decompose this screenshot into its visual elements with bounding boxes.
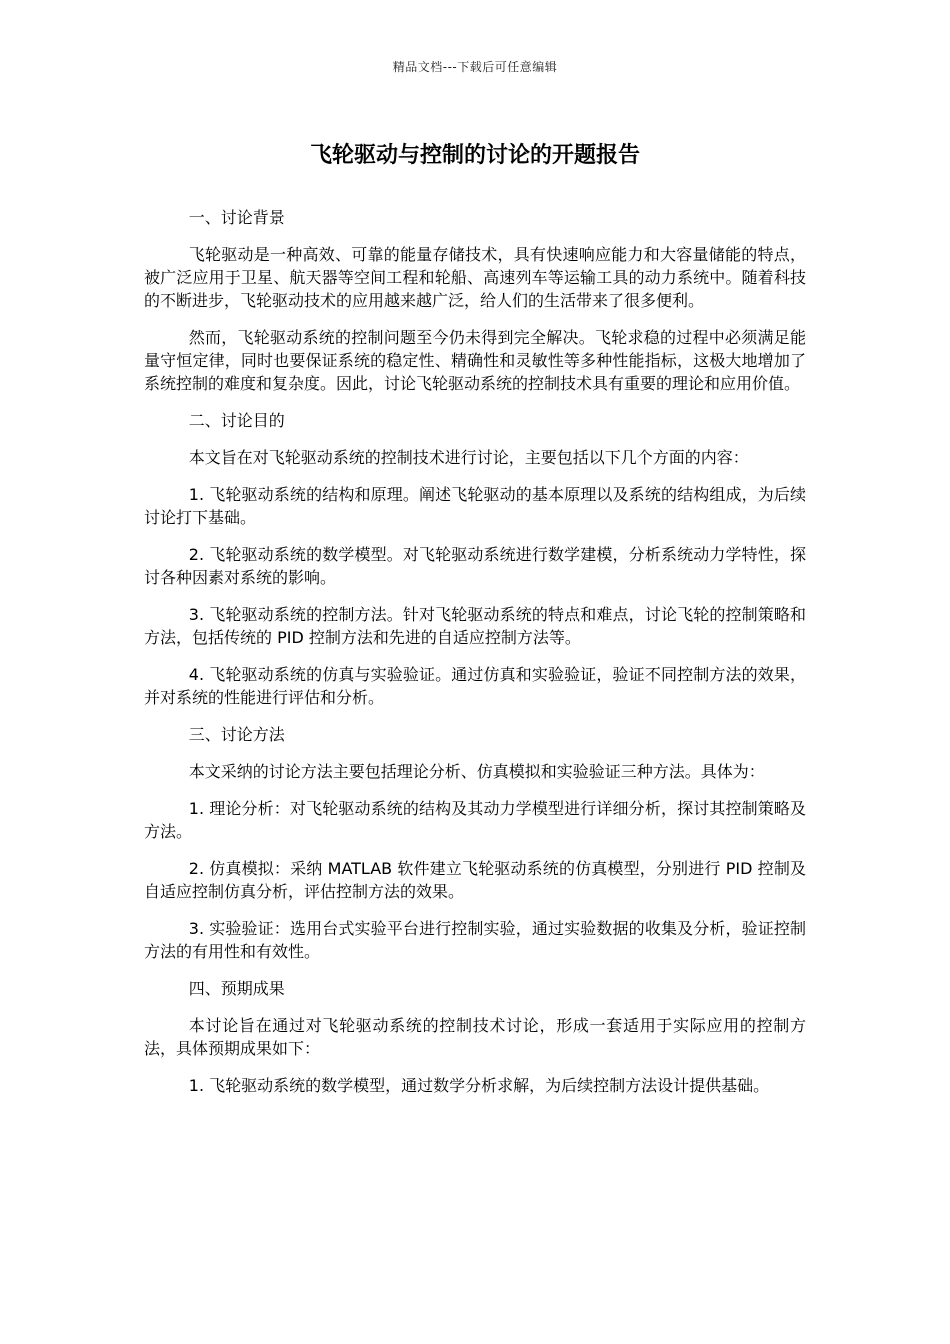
list-item: 3. 飞轮驱动系统的控制方法。针对飞轮驱动系统的特点和难点，讨论飞轮的控制策略和方法，包括传统的 PID 控制方法和先进的自适应控制方法等。 xyxy=(144,605,806,647)
section-heading-outcomes: 四、预期成果 xyxy=(188,979,285,998)
list-item: 1. 理论分析：对飞轮驱动系统的结构及其动力学模型进行详细分析，探讨其控制策略及方法。 xyxy=(144,799,806,841)
list-item: 1. 飞轮驱动系统的结构和原理。阐述飞轮驱动的基本原理以及系统的结构组成，为后续讨论打下基础。 xyxy=(144,485,806,527)
section-heading-method: 三、讨论方法 xyxy=(188,725,285,744)
paragraph: 本文采纳的讨论方法主要包括理论分析、仿真模拟和实验验证三种方法。具体为： xyxy=(188,762,765,781)
list-item: 1. 飞轮驱动系统的数学模型，通过数学分析求解，为后续控制方法设计提供基础。 xyxy=(188,1076,770,1095)
list-item: 4. 飞轮驱动系统的仿真与实验验证。通过仿真和实验验证，验证不同控制方法的效果，并对系统的性能进行评估和分析。 xyxy=(144,665,806,707)
page-header: 精品文档---下载后可任意编辑 xyxy=(392,60,558,74)
list-item: 2. 仿真模拟：采纳 MATLAB 软件建立飞轮驱动系统的仿真模型，分别进行 PID 控制及自适应控制仿真分析，评估控制方法的效果。 xyxy=(144,859,806,901)
list-item: 3. 实验验证：选用台式实验平台进行控制实验，通过实验数据的收集及分析，验证控制方法的有用性和有效性。 xyxy=(144,919,806,961)
list-item: 2. 飞轮驱动系统的数学模型。对飞轮驱动系统进行数学建模，分析系统动力学特性，探讨各种因素对系统的影响。 xyxy=(144,545,806,587)
paragraph: 本文旨在对飞轮驱动系统的控制技术进行讨论，主要包括以下几个方面的内容： xyxy=(188,448,749,467)
paragraph: 本讨论旨在通过对飞轮驱动系统的控制技术讨论，形成一套适用于实际应用的控制方法，具体预期成果如下： xyxy=(144,1016,806,1058)
section-heading-background: 一、讨论背景 xyxy=(188,208,285,227)
document-body xyxy=(144,206,806,1111)
document-title: 飞轮驱动与控制的讨论的开题报告 xyxy=(309,143,640,168)
section-heading-purpose: 二、讨论目的 xyxy=(188,411,285,430)
paragraph: 飞轮驱动是一种高效、可靠的能量存储技术，具有快速响应能力和大容量储能的特点，被广泛应用于卫星、航天器等空间工程和轮船、高速列车等运输工具的动力系统中。随着科技的不断进步，飞轮驱动技术的应用越来越广泛，给人们的生活带来了很多便利。 xyxy=(144,245,806,310)
paragraph: 然而，飞轮驱动系统的控制问题至今仍未得到完全解决。飞轮求稳的过程中必须满足能量守恒定律，同时也要保证系统的稳定性、精确性和灵敏性等多种性能指标，这极大地增加了系统控制的难度和复杂度。因此，讨论飞轮驱动系统的控制技术具有重要的理论和应用价值。 xyxy=(144,328,806,393)
